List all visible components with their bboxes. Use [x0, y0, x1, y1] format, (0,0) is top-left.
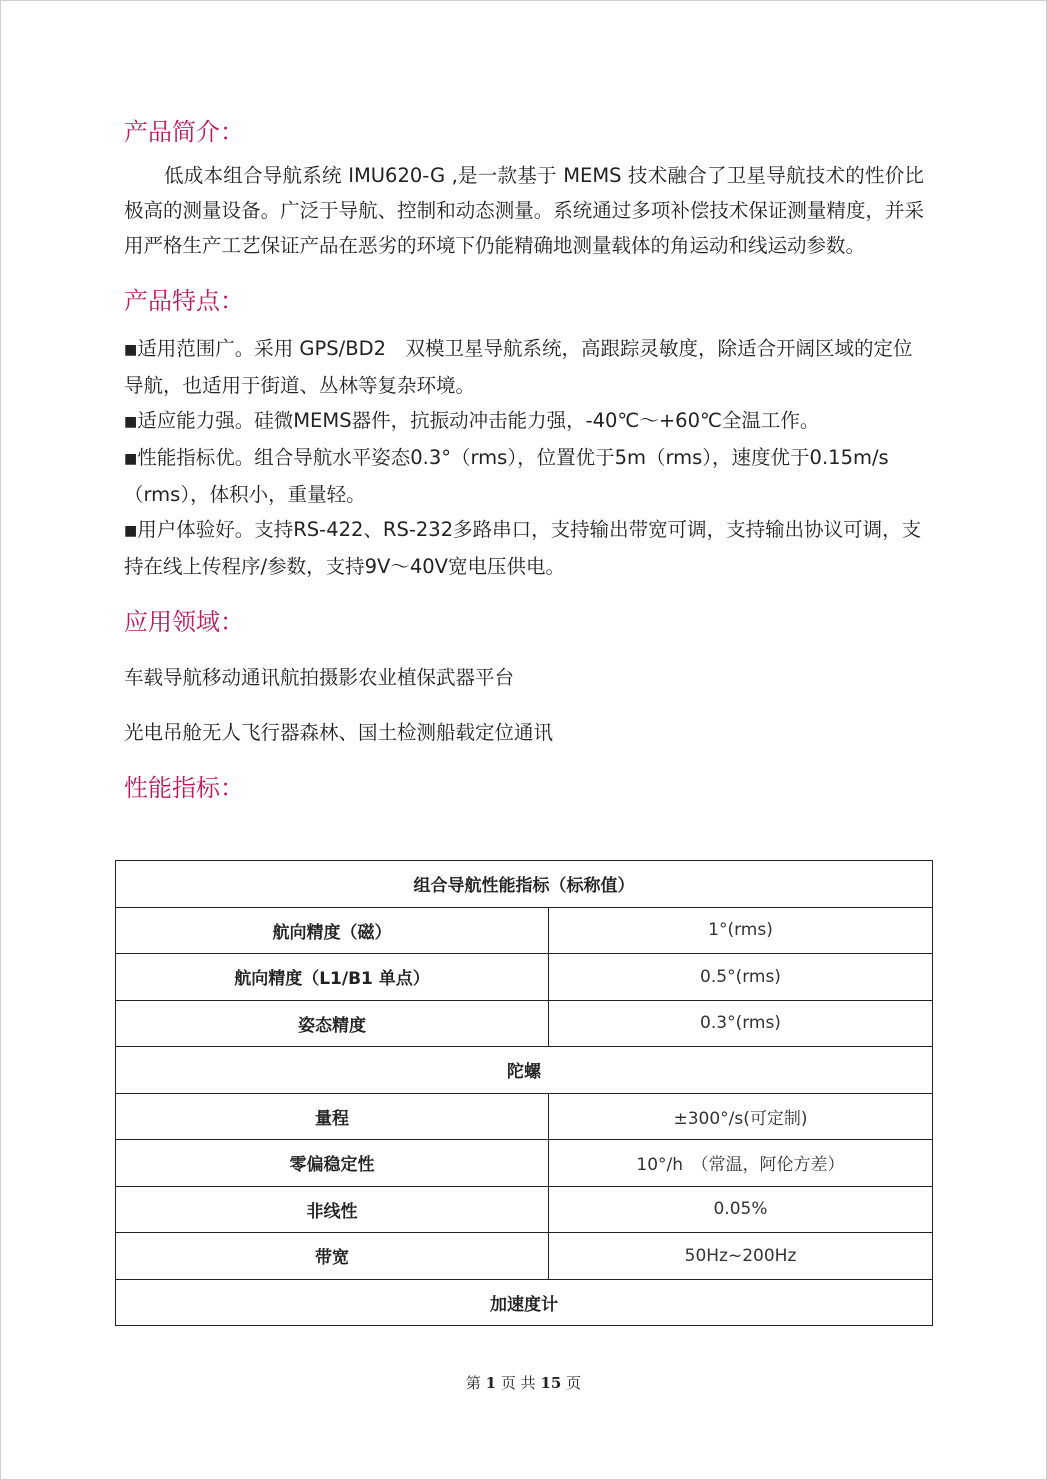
footer-middle: 页 共 [500, 1374, 536, 1392]
feature-item: ■用户体验好。支持RS-422、RS-232多路串口，支持输出带宽可调，支持输出协议可调，支持在线上传程序/参数，支持9V～40V宽电压供电。 [124, 518, 922, 578]
feature-item: ■适用范围广。采用 GPS/BD2 双模卫星导航系统，高跟踪灵敏度，除适合开阔区域的定位导航，也适用于街道、丛林等复杂环境。 [124, 337, 913, 397]
page-footer [0, 1372, 1047, 1393]
feature-item: ■适应能力强。硅微MEMS器件，抗振动冲击能力强，-40℃～+60℃全温工作。 [124, 409, 820, 432]
bullet-icon: ■ [124, 451, 138, 467]
spec-value: 0.5°(rms) [549, 954, 933, 1001]
spec-value: 10°/h （常温，阿伦方差） [549, 1140, 933, 1187]
document-body [124, 112, 924, 808]
features-list [124, 331, 924, 584]
footer-suffix: 页 [566, 1374, 582, 1392]
spec-value: 0.3°(rms) [549, 1000, 933, 1047]
spec-label: 零偏稳定性 [116, 1140, 549, 1187]
intro-heading: 产品简介： [124, 118, 244, 146]
table-row [116, 907, 933, 954]
table-row [116, 1093, 933, 1140]
application-line: 车载导航移动通讯航拍摄影农业植保武器平台 [124, 666, 515, 689]
spec-label: 航向精度（L1/B1 单点） [116, 954, 549, 1001]
spec-label: 非线性 [116, 1186, 549, 1233]
performance-heading: 性能指标： [124, 774, 244, 802]
spec-value: 1°(rms) [549, 907, 933, 954]
total-pages-number: 15 [540, 1374, 562, 1392]
spec-value: 0.05% [549, 1186, 933, 1233]
spec-value: ±300°/s(可定制) [549, 1093, 933, 1140]
current-page-number: 1 [485, 1374, 497, 1392]
table-row [116, 1279, 933, 1326]
table-group-heading: 加速度计 [116, 1279, 933, 1326]
spec-label: 量程 [116, 1093, 549, 1140]
spec-label: 航向精度（磁） [116, 907, 549, 954]
spec-label: 姿态精度 [116, 1000, 549, 1047]
table-row [116, 1186, 933, 1233]
features-heading: 产品特点： [124, 287, 244, 315]
applications-heading: 应用领域： [124, 608, 244, 636]
bullet-icon: ■ [124, 342, 138, 358]
table-row [116, 1000, 933, 1047]
table-row [116, 954, 933, 1001]
table-title: 组合导航性能指标（标称值） [116, 861, 933, 908]
table-group-heading: 陀螺 [116, 1047, 933, 1094]
bullet-icon: ■ [124, 523, 138, 539]
feature-item: ■性能指标优。组合导航水平姿态0.3°（rms），位置优于5m（rms），速度优于0.15m/s（rms），体积小，重量轻。 [124, 446, 889, 506]
intro-paragraph: 低成本组合导航系统 IMU620-G ,是一款基于 MEMS 技术融合了卫星导航技术的性价比极高的测量设备。广泛于导航、控制和动态测量。系统通过多项补偿技术保证测量精度，并采用严格生产工艺保证产品在恶劣的环境下仍能精确地测量载体的角运动和线运动参数。 [124, 164, 924, 257]
spec-label: 带宽 [116, 1233, 549, 1280]
bullet-icon: ■ [124, 414, 138, 430]
spec-value: 50Hz~200Hz [549, 1233, 933, 1280]
spec-table [115, 860, 933, 1326]
footer-prefix: 第 [465, 1374, 481, 1392]
table-row [116, 861, 933, 908]
table-row [116, 1047, 933, 1094]
table-row [116, 1233, 933, 1280]
application-line: 光电吊舱无人飞行器森林、国土检测船载定位通讯 [124, 721, 554, 744]
table-row [116, 1140, 933, 1187]
